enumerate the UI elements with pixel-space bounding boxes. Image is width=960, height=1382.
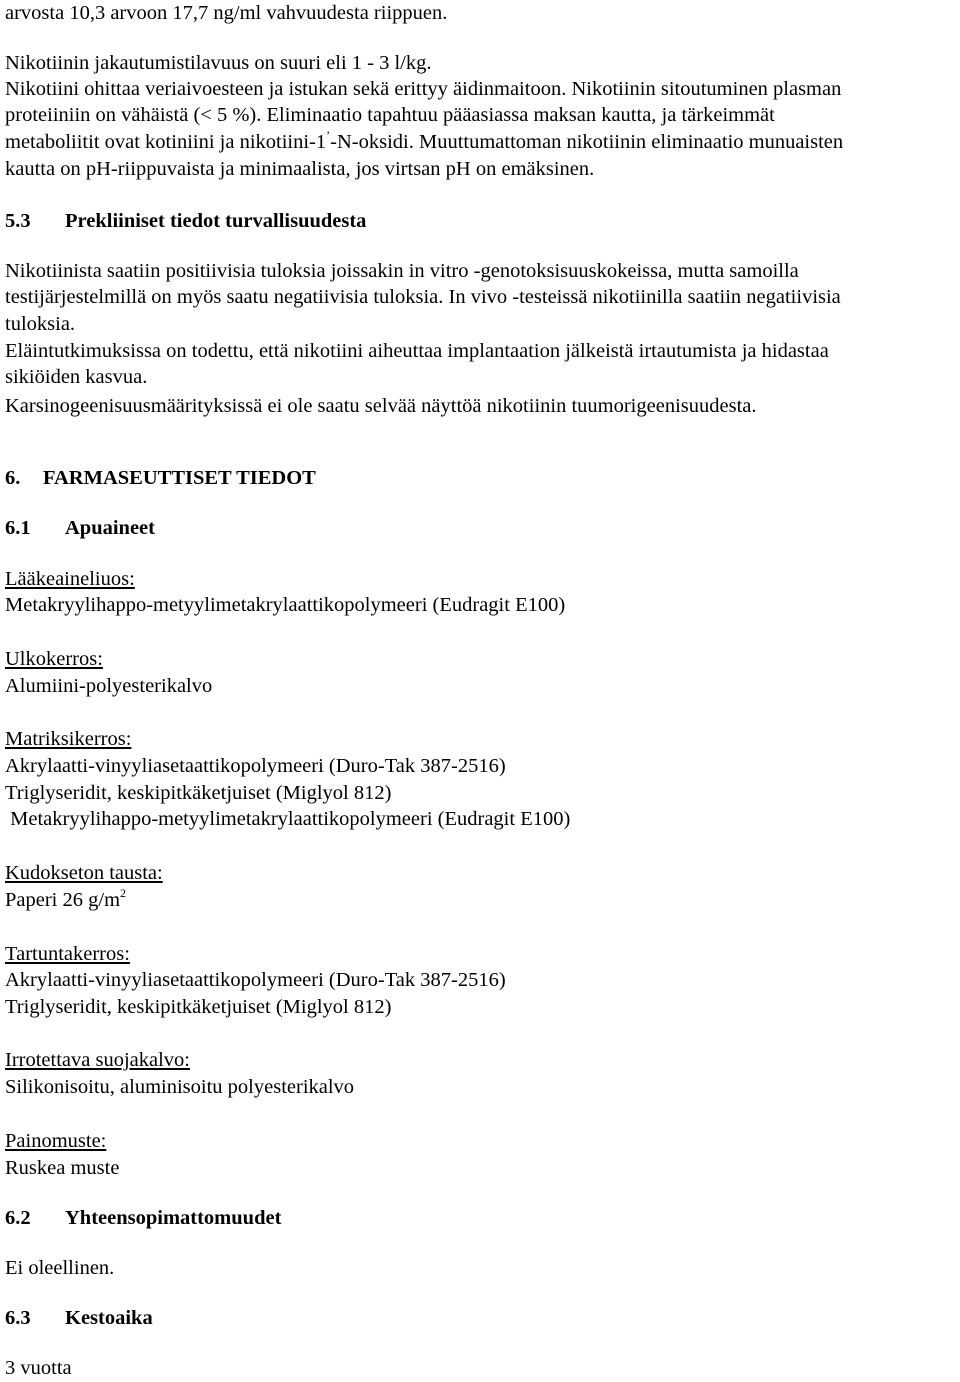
group-label: Lääkeaineliuos: [5,568,135,590]
group-label: Irrotettava suojakalvo: [5,1049,191,1071]
section-heading-6-2 [5,1205,281,1232]
text-fragment: metaboliitit ovat kotiniini ja nikotiini-1 [5,131,327,153]
body-text-line: Karsinogeenisuusmäärityksissä ei ole saatu selvää näyttöä nikotiinin tuumorigeenisuudesta. [5,395,757,417]
superscript: ’ [326,128,331,142]
group-label: Painomuste: [5,1130,107,1152]
body-text-line: Nikotiini ohittaa veriaivoesteen ja istukan sekä erittyy äidinmaitoon. Nikotiinin sitoutuminen plasman [5,78,842,100]
section-title: Kestoaika [65,1307,153,1329]
group-label: Tartuntakerros: [5,943,130,965]
section-heading-6-3 [5,1305,153,1332]
ingredient-line: Triglyseridit, keskipitkäketjuiset (Miglyol 812) [5,996,392,1018]
body-text-line: tuloksia. [5,313,76,335]
body-text-line: kautta on pH-riippuvaista ja minimaalista, jos virtsan pH on emäksinen. [5,158,595,180]
section-number: 6. [5,467,21,489]
text-fragment: Paperi 26 g/m [5,889,121,911]
ingredient-line: Akrylaatti-vinyyliasetaattikopolymeeri (Duro-Tak 387-2516) [5,755,506,777]
section-title: Prekliiniset tiedot turvallisuudesta [65,210,367,232]
body-text-line: Nikotiinista saatiin positiivisia tuloksia joissakin in vitro -genotoksisuuskokeissa, mutta samoilla [5,260,799,282]
section-number: 6.1 [5,517,31,539]
ingredient-line: Metakryylihappo-metyylimetakrylaattikopolymeeri (Eudragit E100) [5,808,571,830]
section-number: 6.3 [5,1307,31,1329]
section-title: FARMASEUTTISET TIEDOT [43,467,316,489]
section-number: 5.3 [5,210,31,232]
ingredient-line: Silikonisoitu, aluminisoitu polyesterikalvo [5,1076,355,1098]
ingredient-line: Triglyseridit, keskipitkäketjuiset (Miglyol 812) [5,782,392,804]
ingredient-line: Alumiini-polyesterikalvo [5,675,213,697]
section-title: Yhteensopimattomuudet [65,1207,282,1229]
section-heading-5-3 [5,208,366,235]
section-heading-6 [5,465,316,492]
body-text-line: Ei oleellinen. [5,1257,115,1279]
section-heading-6-1 [5,515,155,542]
body-text-line: Nikotiinin jakautumistilavuus on suuri eli 1 - 3 l/kg. [5,52,432,74]
body-text-line [5,129,843,156]
superscript: 2 [120,886,127,900]
group-label: Ulkokerros: [5,648,103,670]
section-title: Apuaineet [65,517,155,539]
body-text-line: Eläintutkimuksissa on todettu, että nikotiini aiheuttaa implantaation jälkeistä irtautumista ja hidastaa [5,340,829,362]
body-text-line: sikiöiden kasvua. [5,366,148,388]
body-text-line: arvosta 10,3 arvoon 17,7 ng/ml vahvuudesta riippuen. [5,2,448,24]
body-text-line: 3 vuotta [5,1357,72,1379]
body-text-line: testijärjestelmillä on myös saatu negatiivisia tuloksia. In vivo -testeissä nikotiinilla saatiin negatiivisia [5,286,841,308]
group-label: Kudokseton tausta: [5,862,163,884]
ingredient-line [5,887,126,914]
section-number: 6.2 [5,1207,31,1229]
body-text-line: proteiiniin on vähäistä (< 5 %). Eliminaatio tapahtuu pääasiassa maksan kautta, ja tärkeimmät [5,104,775,126]
ingredient-line: Ruskea muste [5,1157,120,1179]
ingredient-line: Metakryylihappo-metyylimetakrylaattikopolymeeri (Eudragit E100) [5,594,566,616]
ingredient-line: Akrylaatti-vinyyliasetaattikopolymeeri (Duro-Tak 387-2516) [5,969,506,991]
text-fragment: -N-oksidi. Muuttumattoman nikotiinin eliminaatio munuaisten [330,131,844,153]
group-label: Matriksikerros: [5,728,132,750]
